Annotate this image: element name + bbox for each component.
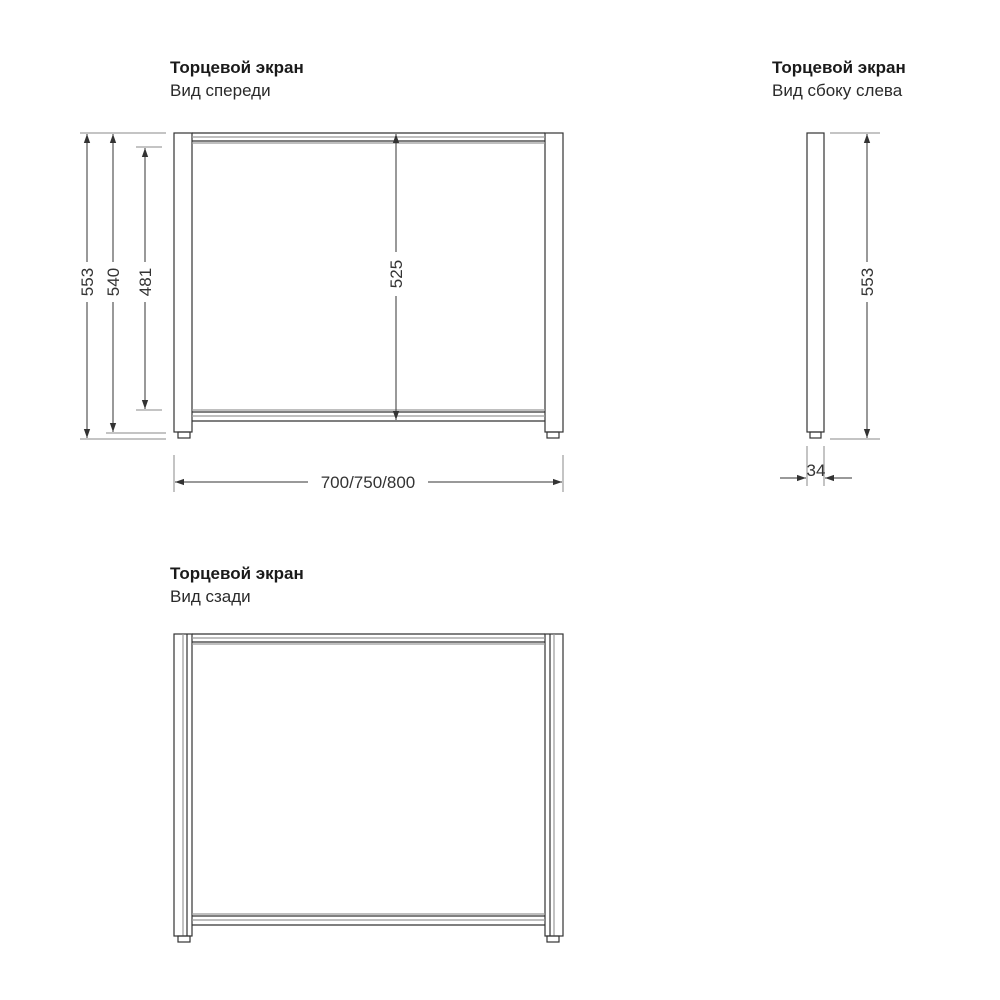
back-view-drawing <box>174 634 563 942</box>
back-bottom-rail <box>192 914 545 925</box>
back-view-title: Торцевой экран <box>170 564 304 583</box>
front-width-label: 700/750/800 <box>320 473 416 492</box>
side-depth-label: 34 <box>806 461 826 480</box>
front-left-post <box>174 133 192 432</box>
side-foot <box>810 432 821 438</box>
front-bottom-rail <box>192 410 545 421</box>
back-view-subtitle: Вид сзади <box>170 587 251 606</box>
front-view-subtitle: Вид спереди <box>170 81 271 100</box>
front-feet <box>178 432 559 438</box>
back-top-rail <box>192 634 545 644</box>
front-height-frame-label: 540 <box>104 267 123 297</box>
side-post <box>807 133 824 432</box>
back-feet <box>178 936 559 942</box>
side-view-title: Торцевой экран <box>772 58 906 77</box>
side-view-drawing <box>807 133 824 438</box>
side-view-subtitle: Вид сбоку слева <box>772 81 903 100</box>
front-view-drawing <box>174 133 563 438</box>
front-view-title: Торцевой экран <box>170 58 304 77</box>
side-height-label: 553 <box>858 267 877 297</box>
side-dimensions <box>780 133 880 486</box>
front-height-panel-label: 481 <box>136 267 155 297</box>
front-height-inner-label: 525 <box>387 259 406 289</box>
front-right-post <box>545 133 563 432</box>
front-dimensions <box>80 133 563 492</box>
front-top-rail <box>192 133 545 143</box>
front-height-total-label: 553 <box>78 267 97 297</box>
